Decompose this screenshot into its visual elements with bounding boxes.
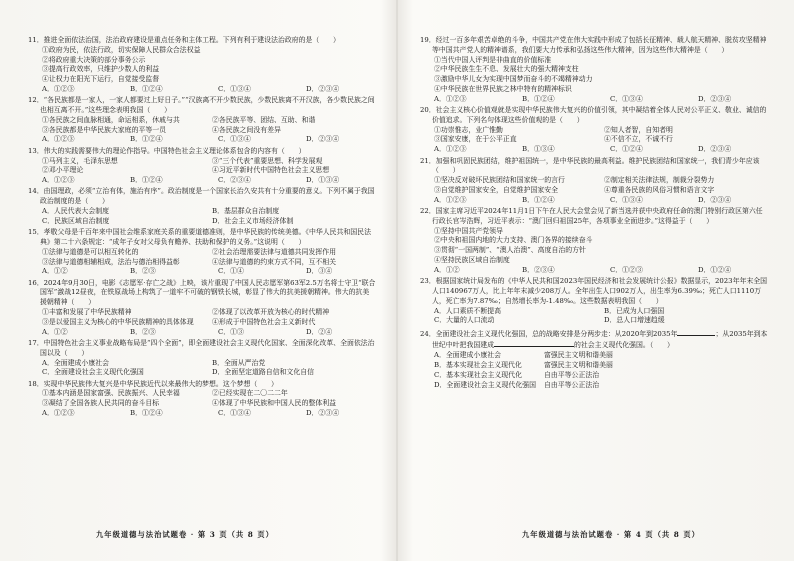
question-stem: 22．国家主席习近平2024年11月1日下午在人民大会堂会见了新当选并获中央政府任命的澳门特别行政区第六任行政长官岑浩辉，习近平表示：“澳门回归祖国25年，各项事业全面进步。”这得益于（ ） xyxy=(420,207,763,225)
page-fold xyxy=(396,0,398,561)
question-13 xyxy=(28,147,376,186)
page-footer-right: 九年级道德与法治试题卷 · 第 4 页（共 8 页） xyxy=(522,530,700,539)
choice-b: B．②③ xyxy=(130,267,156,276)
options-grid xyxy=(28,389,376,409)
options-grid xyxy=(28,157,376,177)
question-stem xyxy=(420,328,768,352)
option: B．已成为人口强国 xyxy=(604,306,665,315)
question-stem: 20．社会主义核心价值观就是实现中华民族伟大复兴的价值引领，其中凝结着全体人民对公平正义、敬业、诚信的价值追求。下列名句体现这些价值观的是（ ） xyxy=(420,106,767,124)
options-grid xyxy=(420,176,768,196)
choice-c: C．①②③ xyxy=(610,265,643,274)
question-stem: 14．由国理政，必须“立治有体，施治有序”。政治制度是一个国家长治久安共有十分重要的意义。下列不属于我国政治制度的是（ ） xyxy=(28,187,375,206)
options-grid xyxy=(28,359,376,379)
option: ④坚持民族区域自治制度 xyxy=(434,256,510,265)
answer-choices xyxy=(28,328,376,338)
option: A．人口素质不断提高 xyxy=(434,306,501,315)
answer-blank xyxy=(677,328,715,336)
question-12 xyxy=(28,96,376,145)
answer-choices xyxy=(420,95,768,105)
choice-a: A．①②③ xyxy=(434,145,467,154)
option: ②社会治理需要法律与道德共同发挥作用 xyxy=(212,247,337,256)
question-stem: 16．2024年9月30日，电影《志愿军·存亡之战》上映，该片重现了中国人民志愿军第63军2.5万名将士守卫“联合国军”激战12昼夜，在铁原战场上构筑了一道牢不可破的钢铁长城，彰显了伟大的抗美援朝精神。伟大的抗美援朝精神（ ） xyxy=(28,278,376,307)
option: ①法律与道德是可以相互转化的 xyxy=(42,247,139,256)
choice-d: D．②③④ xyxy=(306,408,340,417)
option-row xyxy=(420,381,768,391)
choice-c: C．②③④ xyxy=(218,176,251,185)
choice-d: D．②③④ xyxy=(306,84,340,93)
question-stem: 12．“各民族都是一家人，一家人都要过上好日子。”“汉族离不开少数民族，少数民族离不开汉族，各少数民族之间也相互离不开。”这些理念表明我国（ ） xyxy=(28,96,375,115)
option: ②各民族平等、团结、互助、和谐 xyxy=(212,115,316,124)
option: ①各民族之间血脉相通，命运相系，休戚与共 xyxy=(42,115,180,124)
option: C．基本实现社会主义现代化 xyxy=(434,370,522,379)
option: A．全面建成小康社会 xyxy=(42,358,109,367)
option: D．社会主义市场经济体制 xyxy=(212,216,294,225)
option: ②将政府重大决策的部分事务公示 xyxy=(42,55,146,64)
choice-c: C．①③ xyxy=(218,327,244,336)
question-stem: 13．伟大的实践需要伟大的理论作指导。中国特色社会主义理论体系包含的内容有（ ） xyxy=(28,146,306,155)
option-detail: 富强民主文明和谐美丽 xyxy=(544,351,613,360)
answer-choices xyxy=(28,85,376,95)
option: ②已经实现在二〇二二年 xyxy=(212,389,288,398)
question-21 xyxy=(420,157,768,206)
question-11 xyxy=(28,36,376,95)
options-grid xyxy=(28,116,376,136)
option: ②制定相关法律法规，制裁分裂势力 xyxy=(604,176,715,185)
option: ④中华民族在世界民族之林中特有的精神标识 xyxy=(434,84,572,93)
option: C．大量的人口流动 xyxy=(434,316,495,325)
option: ①基本内涵是国家富强、民族振兴、人民幸福 xyxy=(42,389,180,398)
option: ④体现了中华民族和中国人民的整体利益 xyxy=(212,399,337,408)
option: D．全面坚定道路自信和文化自信 xyxy=(212,368,314,377)
choice-c: C．①③④ xyxy=(218,408,251,417)
question-16 xyxy=(28,279,376,338)
options-grid xyxy=(28,248,376,268)
option-row xyxy=(420,371,768,381)
option-row xyxy=(420,361,768,371)
choice-b: B．①②④ xyxy=(522,94,555,103)
option: ③自觉维护国家安全，自觉维护国家安全 xyxy=(434,185,559,194)
question-23 xyxy=(420,277,768,326)
option: ④各民族之间没有差异 xyxy=(212,125,281,134)
answer-choices xyxy=(28,409,376,419)
choice-d: D．②③④ xyxy=(698,94,732,103)
option: ①丰富和发展了中华民族精神 xyxy=(42,308,132,317)
option: D．全面建设社会主义现代化强国 xyxy=(434,380,536,389)
option-detail: 富强民主文明和谐美丽 xyxy=(544,361,613,369)
stem-part: ；从2035年到本世纪中叶把我国建成 xyxy=(432,329,768,350)
choice-a: A．①②③ xyxy=(42,84,75,93)
choice-a: A．①② xyxy=(42,327,68,336)
option: ①坚决反对破坏民族团结和国家统一的言行 xyxy=(434,176,565,185)
option: ④不信不立，不诚不行 xyxy=(604,135,673,144)
question-15 xyxy=(28,228,376,277)
option: ④让权力在阳光下运行，自觉接受监督 xyxy=(42,75,160,84)
stem-part: 24．全面建设社会主义现代化强国，总的战略安排是分两步走：从2020年到2035年 xyxy=(420,329,678,338)
option: ④法律与道德的约束方式不同，互不相关 xyxy=(212,257,337,266)
question-stem: 11．推进全面依法治国，法治政府建设是重点任务和主体工程。下列有利于建设法治政府的是（ ） xyxy=(28,36,340,44)
option: ③凝结了全国各族人民共同的奋斗目标 xyxy=(42,399,160,408)
answer-choices xyxy=(28,267,376,277)
choice-a: A．①② xyxy=(434,265,460,274)
option: ④形成于中国特色社会主义新时代 xyxy=(212,317,316,326)
question-14 xyxy=(28,187,376,226)
choice-d: D．②③④ xyxy=(698,145,732,154)
option: ④尊重各民族的风俗习惯和语言文字 xyxy=(604,185,715,194)
option: ③“三个代表”重要思想、科学发展观 xyxy=(212,156,323,165)
options-grid xyxy=(28,308,376,328)
question-stem: 15．孝敬父母是千百年来中国社会维系家庭关系的重要道德准则，是中华民族的传统美德。《中华人民共和国民法典》第二十六条规定：“成年子女对父母负有赡养、扶助和保护的义务。”这说明（ ） xyxy=(28,228,371,246)
choice-b: B．②③ xyxy=(130,327,156,336)
choice-d: D．③④ xyxy=(306,267,333,276)
question-stem: 21．加强和巩固民族团结，维护祖国统一，是中华民族的最高利益。维护民族团结和国家统一，我们青少年应该（ ） xyxy=(420,156,760,175)
option: A．人民代表大会制度 xyxy=(42,207,109,216)
question-20 xyxy=(420,106,768,155)
option: ③法律与道德相辅相成，法治与德治相得益彰 xyxy=(42,257,180,266)
option: ②中华民族生生不息、发展壮大的强大精神支柱 xyxy=(434,65,579,74)
question-17 xyxy=(28,339,376,378)
question-19 xyxy=(420,36,768,105)
option: C．全面建设社会主义现代化强国 xyxy=(42,368,144,377)
options-grid xyxy=(28,207,376,227)
option-row xyxy=(420,351,768,361)
choice-a: A．①②③ xyxy=(42,135,75,144)
option: ③贯彻“一国两制”、“澳人治澳”、高度自治的方针 xyxy=(434,246,586,255)
choice-c: C．①③④ xyxy=(218,135,251,144)
option: ①坚持中国共产党领导 xyxy=(434,226,503,235)
choice-b: B．①③④ xyxy=(522,145,555,154)
option: ③提高行政效率，只维护少数人的利益 xyxy=(42,65,160,74)
choice-a: A．①②③ xyxy=(42,408,75,417)
choice-b: B．①②④ xyxy=(130,135,163,144)
choice-d: D．①②④ xyxy=(698,265,732,274)
option: ①政府为民，依法行政，切实保障人民群众合法权益 xyxy=(42,45,201,54)
option: ④习近平新时代中国特色社会主义思想 xyxy=(212,166,330,175)
choice-b: B．①②④ xyxy=(130,408,163,417)
answer-choices xyxy=(28,135,376,145)
choice-c: C．①③④ xyxy=(610,94,643,103)
choice-a: A．①②③ xyxy=(434,195,467,204)
options-grid xyxy=(420,307,768,327)
left-page-column xyxy=(28,36,376,506)
choice-c: C．①③④ xyxy=(218,84,251,93)
option: ③激励中华儿女为实现中国梦而奋斗的不竭精神动力 xyxy=(434,75,593,84)
option: ①功崇惟志，业广惟勤 xyxy=(434,125,503,134)
option: ①马列主义，毛泽东思想 xyxy=(42,156,118,165)
page-footer-left: 九年级道德与法治试题卷 · 第 3 页（共 8 页） xyxy=(96,530,274,539)
option: ③国家安康，在于公平正直 xyxy=(434,135,517,144)
option: ①当代中国人评判是非曲直的价值标准 xyxy=(434,55,552,64)
option: ②知人者智，自知者明 xyxy=(604,125,673,134)
choice-b: B．①②④ xyxy=(130,84,163,93)
option: ②邓小平理论 xyxy=(42,166,84,175)
right-page-column xyxy=(420,36,768,506)
choice-d: D．②③④ xyxy=(306,135,340,144)
choice-b: B．①②④ xyxy=(130,176,163,185)
option: B．基本实现社会主义现代化 xyxy=(434,361,522,369)
option: ③各民族都是中华民族大家庭的平等一员 xyxy=(42,125,167,134)
choice-d: D．①③④ xyxy=(306,176,340,185)
question-18 xyxy=(28,380,376,419)
option-detail: 自由平等公正法治 xyxy=(544,370,600,379)
stem-part: 的社会主义现代化强国。（ ） xyxy=(574,341,674,350)
choice-d: D．②④ xyxy=(306,327,333,336)
option: ③是以爱国主义为核心的中华民族精神的具体体现 xyxy=(42,317,194,326)
question-stem: 23．根据国家统计局发布的《中华人民共和国2023年国民经济和社会发展统计公报》数据显示，2023年年末全国人口140967万人，比上年年末减少208万人。全年出生人口902万人，出生率为6.39‰；死亡人口1110万人，死亡率为7.87‰；自然增长率为-1.48‰。这些数据表明我国（ ） xyxy=(420,277,768,305)
question-24 xyxy=(420,328,768,391)
option: ②体现了以改革开放为核心的时代精神 xyxy=(212,308,330,317)
answer-blank xyxy=(494,339,574,347)
answer-choices xyxy=(420,145,768,155)
choice-a: A．①②③ xyxy=(434,94,467,103)
choice-c: C．①④ xyxy=(218,267,244,276)
option: C．民族区域自治制度 xyxy=(42,216,110,225)
option-detail: 自由平等公正法治 xyxy=(544,380,600,389)
choice-a: A．①②③ xyxy=(42,176,75,185)
answer-choices xyxy=(28,176,376,186)
choice-b: B．①②④ xyxy=(522,195,555,204)
options-grid xyxy=(420,126,768,146)
question-stem: 17．中国特色社会主义事业战略布局是“四个全面”，即全面建设社会主义现代化国家、全面深化改革、全面依法治国以及（ ） xyxy=(28,338,375,357)
option: B．基层群众自治制度 xyxy=(212,207,280,216)
answer-choices xyxy=(420,266,768,276)
choice-a: A．①② xyxy=(42,267,68,276)
question-stem: 18．实现中华民族伟大复兴是中华民族近代以来最伟大的梦想。这个梦想（ ） xyxy=(28,379,278,388)
choice-c: C．①③④ xyxy=(610,195,643,204)
question-22 xyxy=(420,207,768,276)
answer-choices xyxy=(420,196,768,206)
choice-b: B．②③④ xyxy=(522,265,555,274)
choice-c: C．①②④ xyxy=(610,145,643,154)
option: B．全面从严治党 xyxy=(212,358,266,367)
choice-d: D．②③④ xyxy=(698,195,732,204)
option: A．全面建成小康社会 xyxy=(434,351,501,360)
question-stem: 19．经过一百多年艰苦卓绝的斗争，中国共产党在伟大实践中形成了包括长征精神、载人航天精神、脱贫攻坚精神等中国共产党人的精神谱系，我们要大力传承和弘扬这些伟大精神，因为这些伟大精神是（ ） xyxy=(420,36,767,54)
option: ②中央和祖国内地的大力支持、澳门各界的接续奋斗 xyxy=(434,236,593,245)
option: D．总人口增速趋缓 xyxy=(604,316,665,325)
